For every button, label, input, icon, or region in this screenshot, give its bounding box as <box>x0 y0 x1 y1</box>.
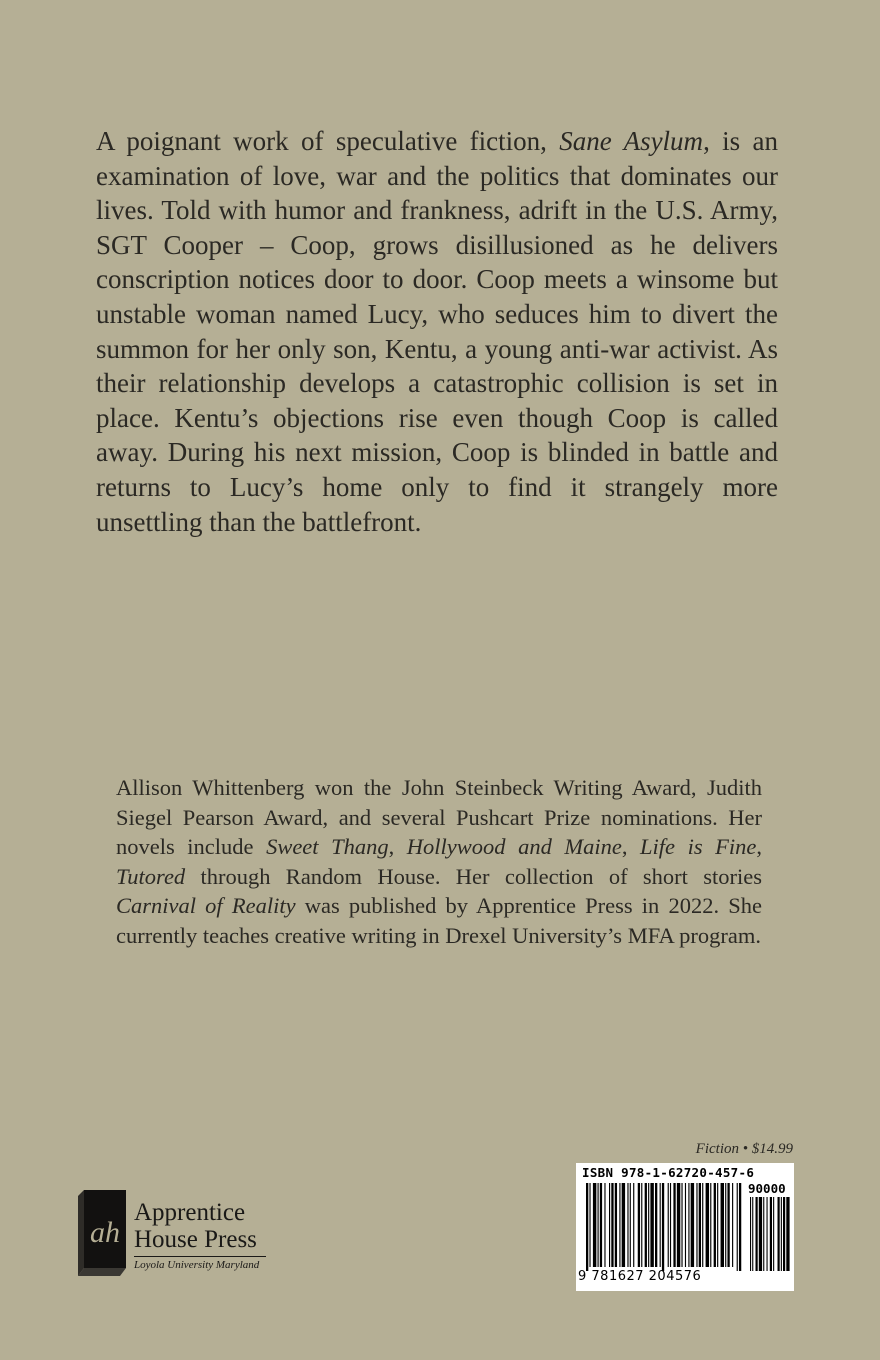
barcode-bar <box>721 1183 724 1267</box>
ean-number: 9 781627 204576 <box>578 1269 702 1284</box>
bio-text: , <box>756 834 762 859</box>
addon-bar <box>763 1197 764 1271</box>
barcode-bar <box>627 1183 628 1267</box>
addon-bar <box>783 1197 785 1271</box>
barcode-bar <box>622 1183 625 1267</box>
barcode-bar <box>633 1183 634 1267</box>
barcode-bar <box>717 1183 718 1267</box>
barcode-bar <box>598 1183 599 1267</box>
barcode-bar <box>673 1183 675 1267</box>
barcode-bar <box>696 1183 697 1267</box>
barcode-bar <box>662 1183 664 1271</box>
barcode-bar <box>593 1183 596 1267</box>
barcode-bar <box>702 1183 703 1267</box>
back-cover-blurb <box>96 124 778 539</box>
addon-bar <box>750 1197 751 1271</box>
publisher-name <box>134 1199 257 1253</box>
barcode-bar <box>737 1183 738 1271</box>
genre-price: Fiction • $14.99 <box>695 1141 793 1157</box>
barcode-bar <box>699 1183 701 1267</box>
barcode-bar <box>670 1183 671 1267</box>
barcode-bar <box>727 1183 729 1267</box>
barcode-bar <box>650 1183 653 1267</box>
isbn-number: ISBN 978-1-62720-457-6 <box>582 1165 755 1180</box>
blurb-text-2: , is an examination of love, war and the politics that dominates our lives. Told with humor and frankness, adrift in the U.S. Army, SGT Cooper – Coop, grows disillusioned as he delivers conscription notices door to door. Coop meets a winsome but unstable woman named Lucy, who seduces him to divert the summon for her only son, Kentu, a young anti-war activist. As their relationship develops a catastrophic collision is set in place. Kentu’s objections rise even though Coop is called away. During his next mission, Coop is blinded in battle and returns to Lucy’s home only to find it strangely more unsettling than the battlefront. <box>96 126 778 537</box>
barcode <box>576 1163 794 1291</box>
barcode-bar <box>615 1183 617 1267</box>
barcode-bar <box>732 1183 733 1267</box>
bio-text: was published by Apprentice Press in 2022. She currently teaches creative writing in Drexel University’s MFA program. <box>116 893 762 948</box>
barcode-bar <box>710 1183 711 1267</box>
barcode-bar <box>660 1183 661 1267</box>
novel-title: Tutored <box>116 863 186 889</box>
barcode-bar <box>641 1183 642 1267</box>
barcode-bar <box>600 1183 602 1267</box>
addon-bar <box>786 1197 789 1271</box>
barcode-bar <box>714 1183 716 1267</box>
book-logo-icon <box>78 1190 128 1276</box>
novel-title: Sweet Thang <box>266 834 389 859</box>
blurb-text-1: A poignant work of speculative fiction, <box>96 126 560 156</box>
barcode-bar <box>609 1183 610 1267</box>
barcode-bar <box>691 1183 694 1267</box>
barcode-bar <box>725 1183 726 1267</box>
addon-bar <box>781 1197 782 1271</box>
author-bio <box>116 773 762 950</box>
publisher-logo <box>78 1190 128 1281</box>
addon-bar <box>773 1197 774 1271</box>
addon-bar <box>770 1197 772 1271</box>
barcode-bar <box>630 1183 631 1267</box>
barcode-bar <box>739 1183 741 1271</box>
bio-text: , <box>388 834 407 859</box>
collection-title: Carnival of Reality <box>116 893 296 918</box>
logo-letters: ah <box>90 1216 120 1249</box>
barcode-bar <box>648 1183 649 1267</box>
barcode-bar <box>706 1183 709 1267</box>
barcode-bar <box>619 1183 620 1267</box>
barcode-bar <box>586 1183 588 1271</box>
publisher-name-line2: House Press <box>134 1226 257 1253</box>
barcode-bar <box>655 1183 657 1267</box>
bio-text: Allison Whittenberg won the John Steinbeck Writing Award, Judith Siegel Pearson Award, and several Pushcart Prize nominations. Her novels include <box>116 775 762 859</box>
bio-text: , <box>621 834 641 859</box>
price-code: 90000 <box>748 1181 786 1196</box>
publisher-affiliation: Loyola University Maryland <box>134 1259 260 1271</box>
barcode-bar <box>638 1183 640 1267</box>
novel-title: Hollywood and Maine <box>406 834 622 859</box>
barcode-bar <box>681 1183 682 1267</box>
addon-bar <box>752 1197 753 1271</box>
barcode-bar <box>668 1183 669 1267</box>
addon-bar <box>778 1197 780 1271</box>
barcode-bar <box>645 1183 647 1267</box>
book-title: Sane Asylum <box>559 126 704 156</box>
barcode-bar <box>677 1183 680 1267</box>
addon-bar <box>756 1197 758 1271</box>
barcode-bar <box>604 1183 605 1267</box>
publisher-name-line1: Apprentice <box>134 1199 246 1226</box>
barcode-bar <box>688 1183 689 1267</box>
barcode-bar <box>611 1183 613 1267</box>
addon-bar <box>767 1197 768 1271</box>
novel-title: Life is Fine <box>640 834 757 859</box>
addon-bar <box>759 1197 762 1271</box>
bio-text: through Random House. Her collection of short stories <box>185 863 762 889</box>
barcode-bar <box>589 1183 590 1267</box>
barcode-bar <box>685 1183 686 1267</box>
publisher-divider <box>134 1256 266 1257</box>
